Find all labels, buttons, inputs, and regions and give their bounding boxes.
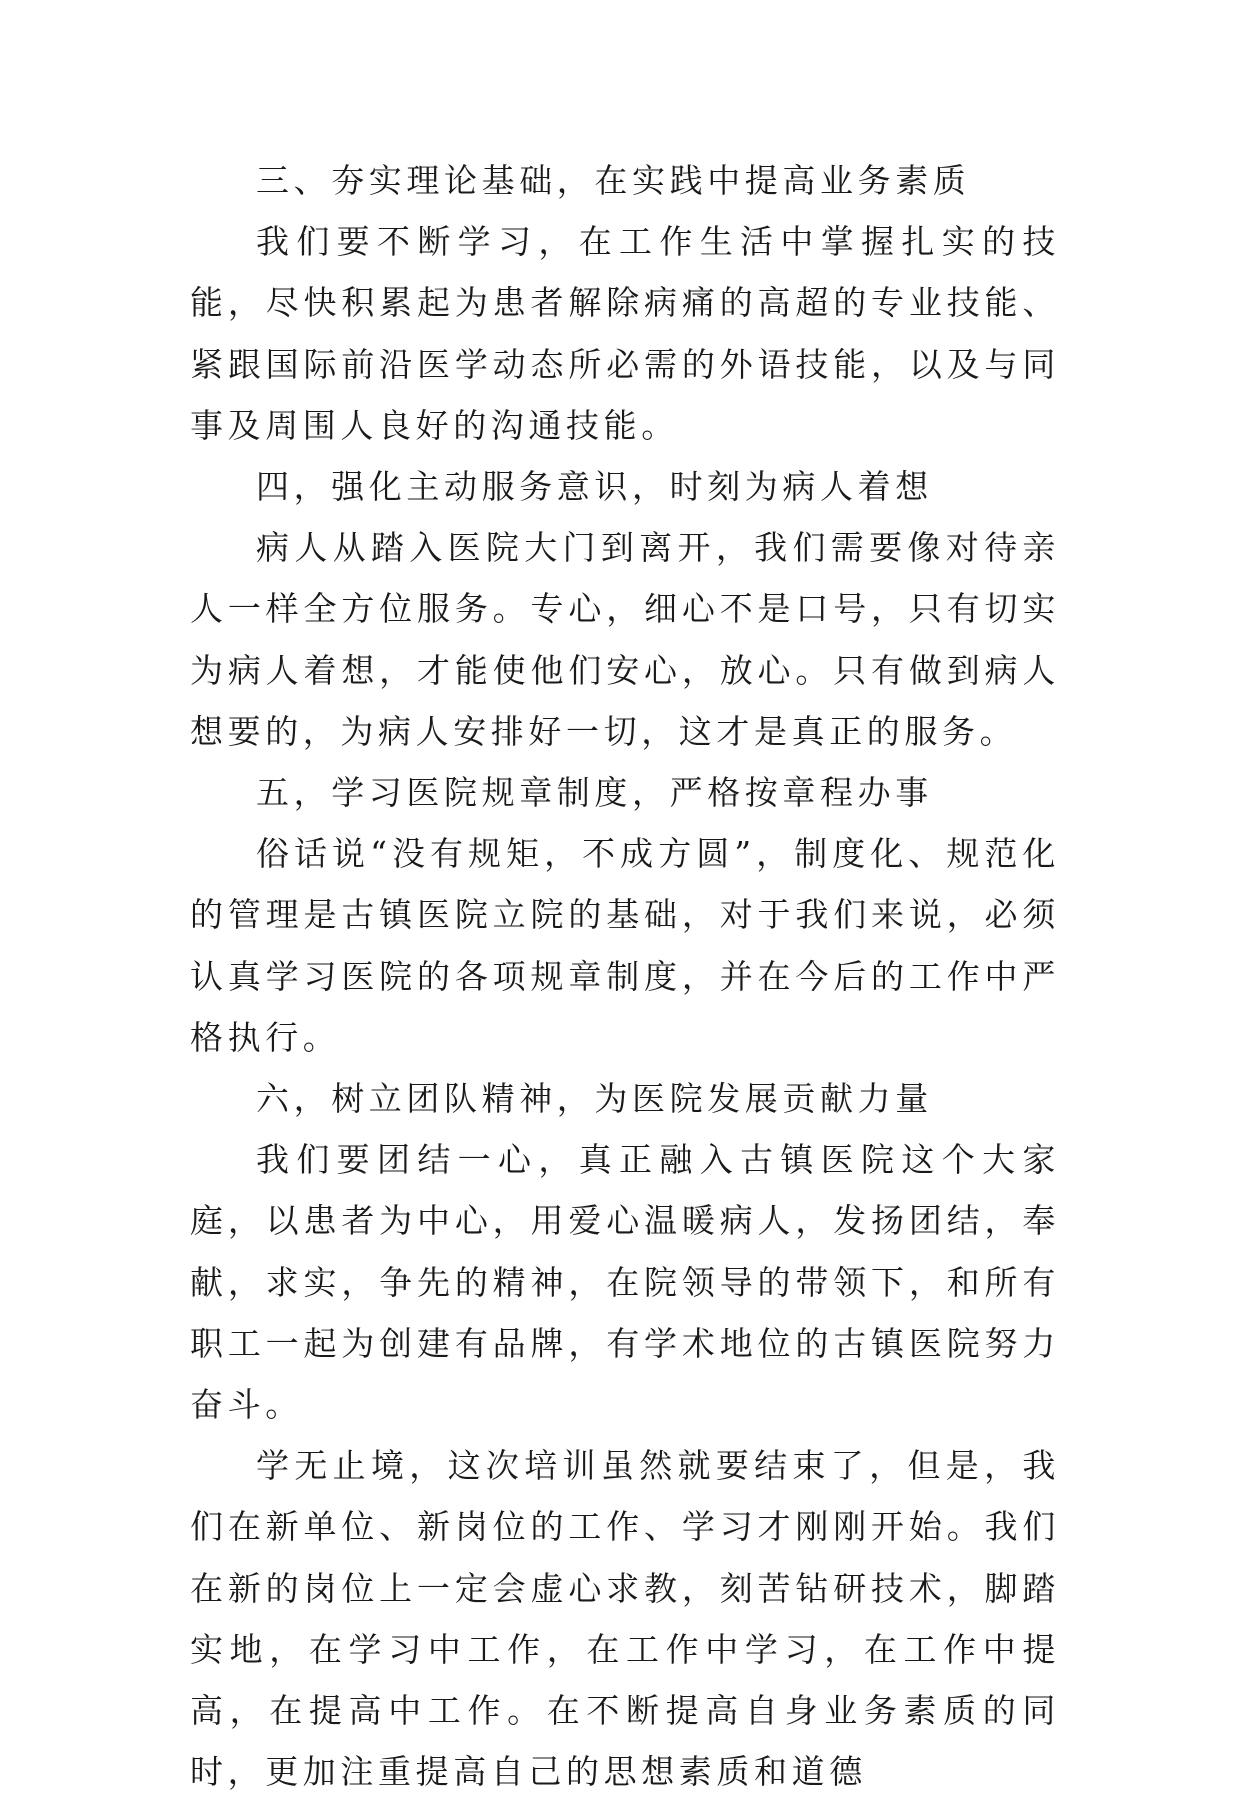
paragraph-rules: 俗话说“没有规矩，不成方圆”，制度化、规范化的管理是古镇医院立院的基础，对于我们来说，必须认真学习医院的各项规章制度，并在今后的工作中严格执行。 — [190, 834, 1060, 1057]
document-body — [190, 150, 1060, 1802]
section-heading-4: 四，强化主动服务意识，时刻为病人着想 — [256, 467, 933, 507]
paragraph-team: 我们要团结一心，真正融入古镇医院这个大家庭，以患者为中心，用爱心温暖病人，发扬团结，奉献，求实，争先的精神，在院领导的带领下，和所有职工一起为创建有品牌，有学术地位的古镇医院努力奋斗。 — [190, 1140, 1060, 1425]
paragraph-conclusion: 学无止境，这次培训虽然就要结束了，但是，我们在新单位、新岗位的工作、学习才刚刚开始。我们在新的岗位上一定会虚心求教，刻苦钻研技术，脚踏实地，在学习中工作，在工作中学习，在工作中提高，在提高中工作。在不断提高自身业务素质的同时，更加注重提高自己的思想素质和道德 — [190, 1446, 1060, 1792]
section-heading-6: 六，树立团队精神，为医院发展贡献力量 — [256, 1079, 933, 1119]
paragraph-service: 病人从踏入医院大门到离开，我们需要像对待亲人一样全方位服务。专心，细心不是口号，只有切实为病人着想，才能使他们安心，放心。只有做到病人想要的，为病人安排好一切，这才是真正的服务。 — [190, 528, 1060, 751]
paragraph-skills: 我们要不断学习，在工作生活中掌握扎实的技能，尽快积累起为患者解除病痛的高超的专业技能、紧跟国际前沿医学动态所必需的外语技能，以及与同事及周围人良好的沟通技能。 — [190, 222, 1060, 445]
section-heading-3: 三、夯实理论基础，在实践中提高业务素质 — [256, 161, 971, 200]
section-heading-5: 五，学习医院规章制度，严格按章程办事 — [256, 773, 933, 813]
